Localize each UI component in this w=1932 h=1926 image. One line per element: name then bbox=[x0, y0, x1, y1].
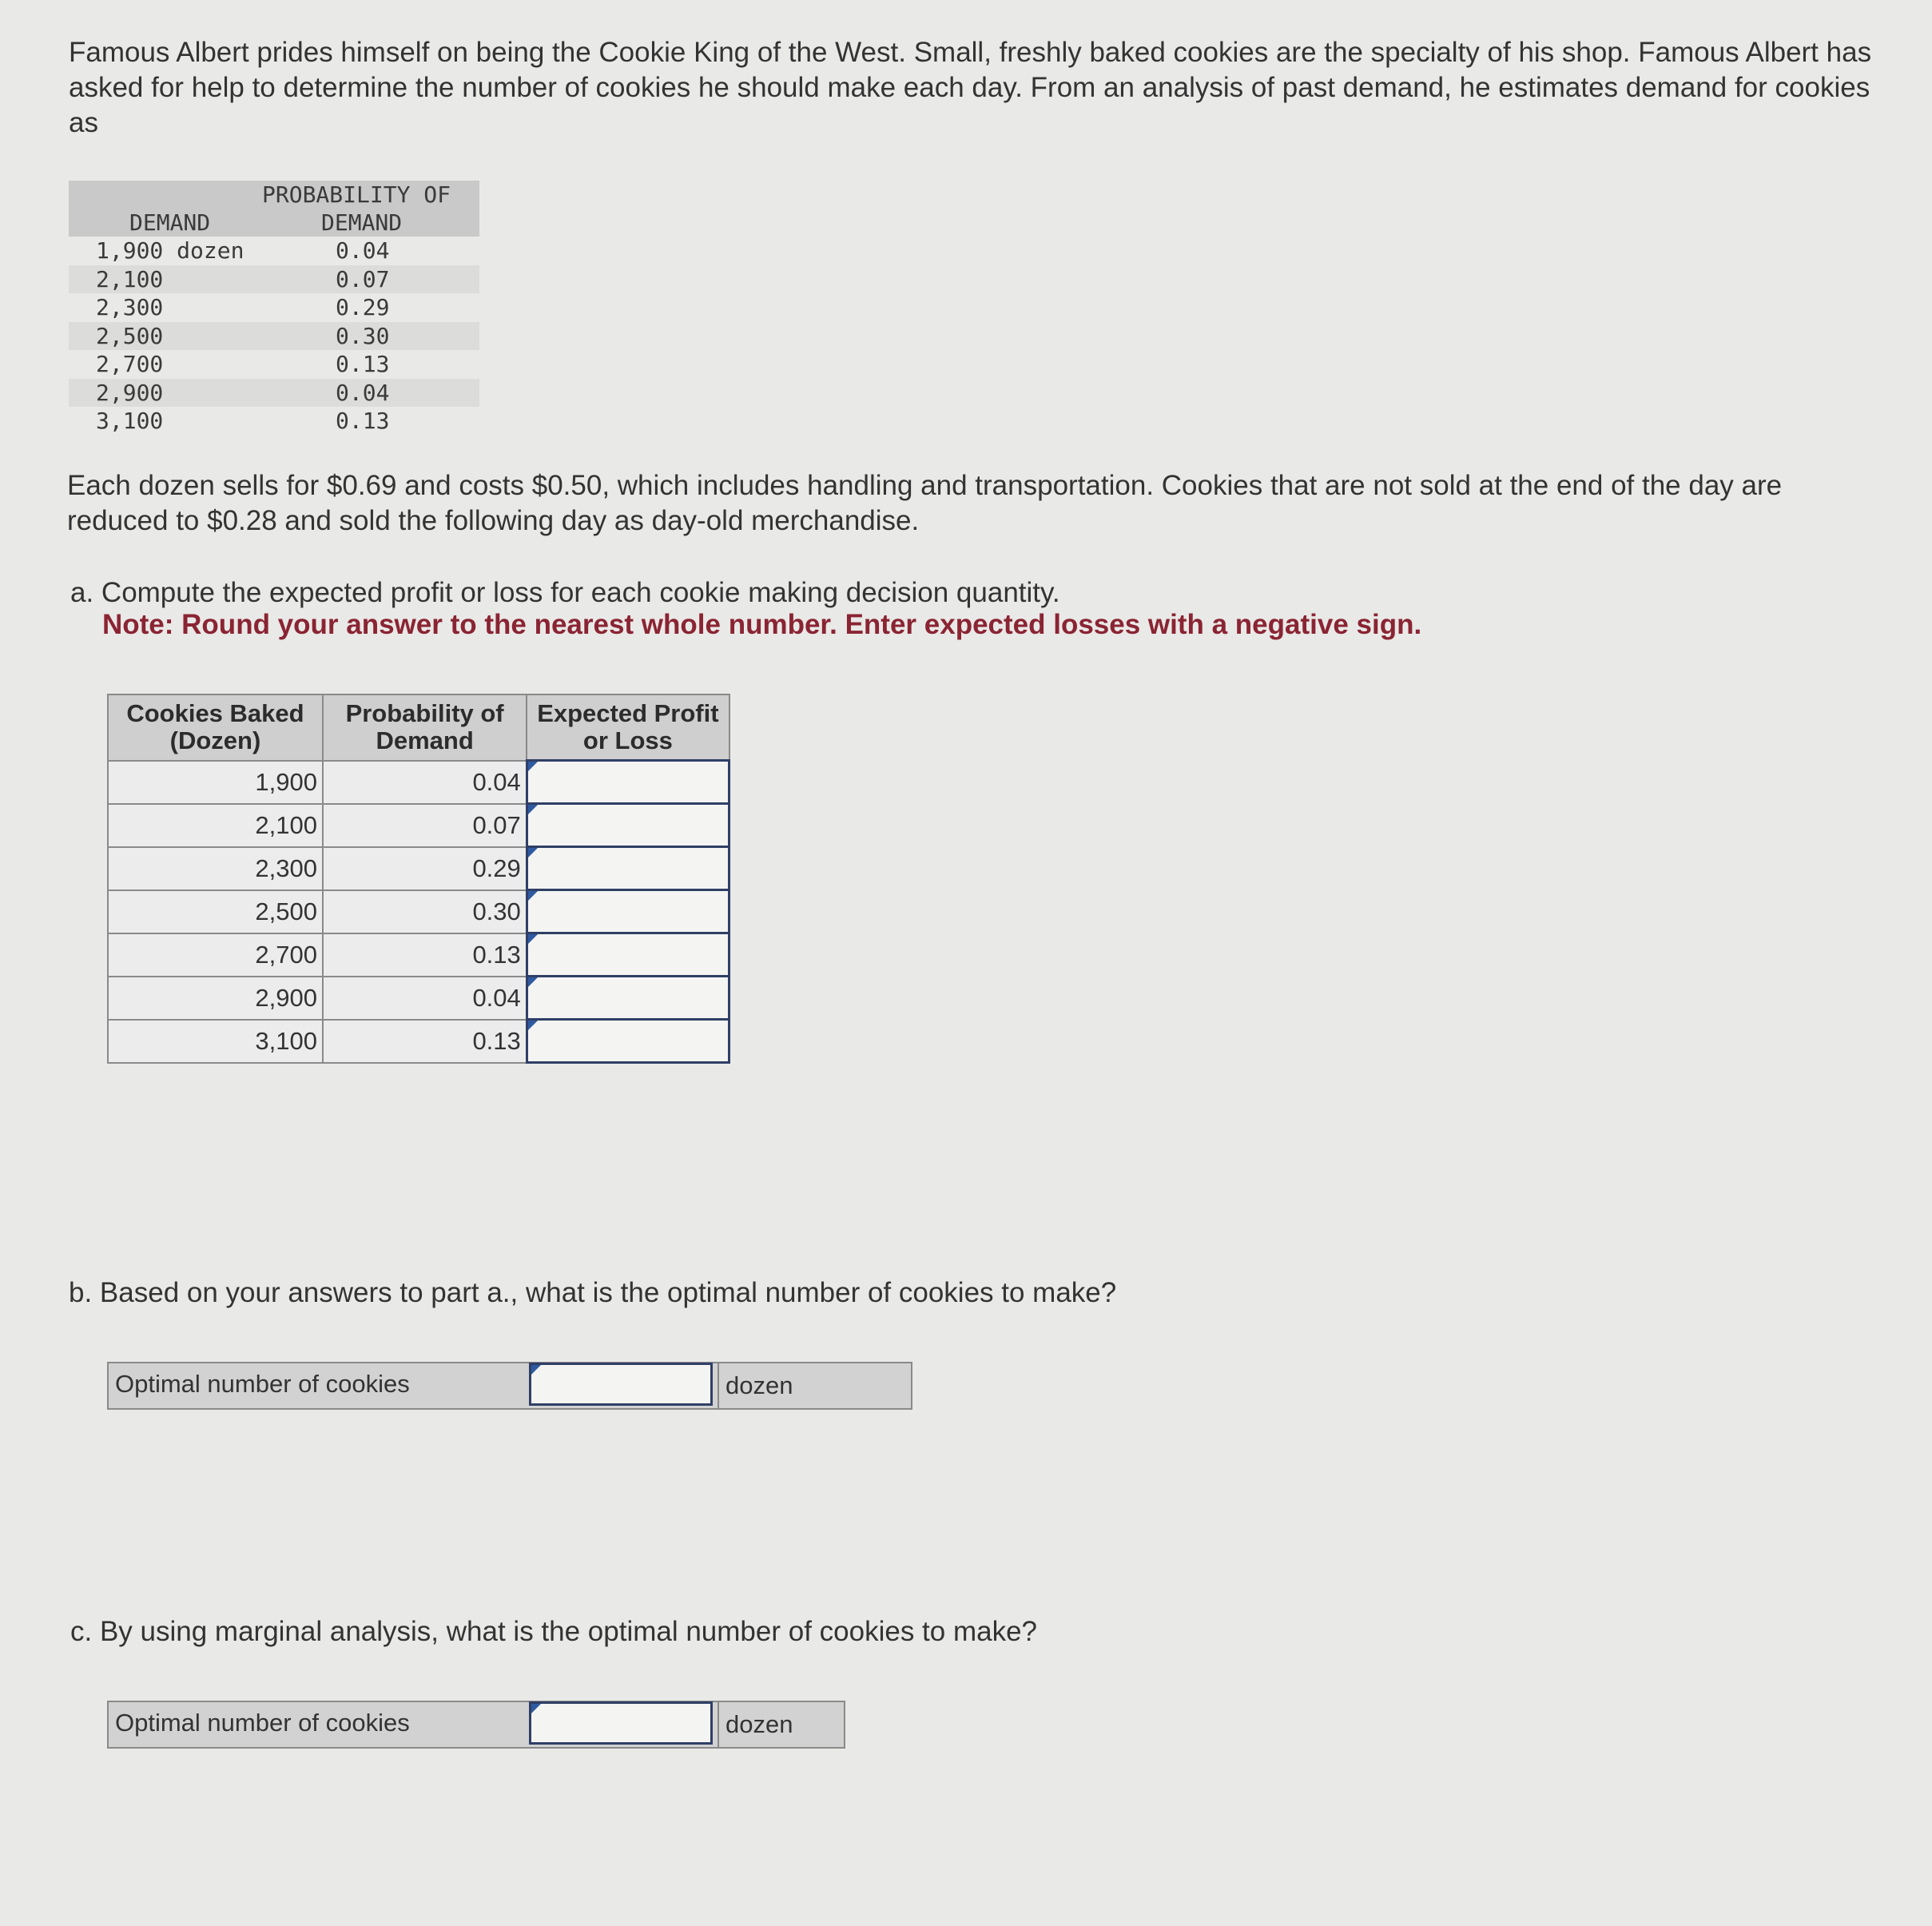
demand-value: 3,100 bbox=[96, 408, 164, 434]
prob-value: 0.13 bbox=[336, 351, 390, 377]
question-a-note: Note: Round your answer to the nearest whole number. Enter expected losses with a negative sign. bbox=[102, 609, 1422, 640]
table-row bbox=[108, 804, 729, 847]
baked-value: 2,300 bbox=[108, 847, 323, 890]
optimal-c-field bbox=[529, 1701, 713, 1745]
demand-value: 2,300 bbox=[96, 294, 164, 320]
input-flag-icon bbox=[528, 977, 538, 987]
question-b: b. Based on your answers to part a., what is the optimal number of cookies to make? bbox=[69, 1277, 1117, 1308]
unit-label: dozen bbox=[725, 1371, 793, 1399]
demand-value: 1,900 dozen bbox=[96, 237, 244, 264]
baked-value: 2,700 bbox=[108, 933, 323, 977]
expected-profit-input[interactable] bbox=[528, 848, 728, 889]
demand-table-header bbox=[69, 181, 479, 237]
input-flag-icon bbox=[528, 762, 538, 771]
expected-profit-input[interactable] bbox=[528, 891, 728, 932]
table-row bbox=[108, 977, 729, 1020]
divider bbox=[718, 1363, 719, 1408]
demand-value: 2,100 bbox=[96, 265, 164, 292]
expected-profit-cell bbox=[527, 761, 729, 804]
prob-value: 0.04 bbox=[336, 237, 390, 264]
demand-value: 2,900 bbox=[96, 379, 164, 406]
divider bbox=[718, 1702, 719, 1747]
optimal-label: Optimal number of cookies bbox=[115, 1370, 410, 1398]
input-flag-icon bbox=[531, 1704, 541, 1713]
expected-profit-input[interactable] bbox=[528, 805, 728, 846]
expected-profit-cell bbox=[527, 1020, 729, 1063]
table-row bbox=[108, 890, 729, 933]
optimal-cookies-c-row bbox=[107, 1701, 845, 1749]
optimal-b-field bbox=[529, 1363, 713, 1406]
input-flag-icon bbox=[528, 934, 538, 944]
baked-value: 2,100 bbox=[108, 804, 323, 847]
expected-profit-cell bbox=[527, 933, 729, 977]
header-prob-demand: DEMAND bbox=[321, 209, 403, 236]
expected-profit-cell bbox=[527, 847, 729, 890]
input-flag-icon bbox=[528, 891, 538, 901]
probability-value: 0.04 bbox=[323, 977, 527, 1020]
unit-label: dozen bbox=[725, 1710, 793, 1738]
optimal-label: Optimal number of cookies bbox=[115, 1709, 410, 1737]
optimal-b-input[interactable] bbox=[531, 1365, 714, 1405]
demand-row bbox=[69, 293, 479, 322]
baked-value: 3,100 bbox=[108, 1020, 323, 1063]
table-row bbox=[108, 933, 729, 977]
header-demand: DEMAND bbox=[129, 209, 211, 236]
prob-value: 0.04 bbox=[336, 379, 390, 406]
input-flag-icon bbox=[528, 848, 538, 858]
expected-profit-input[interactable] bbox=[528, 762, 728, 802]
question-a: a. Compute the expected profit or loss for each cookie making decision quantity. bbox=[70, 577, 1060, 608]
question-c: c. By using marginal analysis, what is the optimal number of cookies to make? bbox=[70, 1616, 1038, 1647]
demand-value: 2,700 bbox=[96, 351, 164, 377]
expected-profit-cell bbox=[527, 977, 729, 1020]
col-expected-profit: Expected Profit or Loss bbox=[527, 694, 729, 761]
optimal-c-input[interactable] bbox=[531, 1704, 714, 1744]
demand-row bbox=[69, 265, 479, 294]
expected-profit-cell bbox=[527, 890, 729, 933]
table-row bbox=[108, 1020, 729, 1063]
demand-row bbox=[69, 379, 479, 408]
demand-value: 2,500 bbox=[96, 322, 164, 349]
table-row bbox=[108, 761, 729, 804]
demand-row bbox=[69, 237, 479, 265]
expected-profit-cell bbox=[527, 804, 729, 847]
prob-value: 0.07 bbox=[336, 265, 390, 292]
expected-profit-table bbox=[107, 694, 730, 1064]
baked-value: 2,900 bbox=[108, 977, 323, 1020]
expected-profit-input[interactable] bbox=[528, 934, 728, 975]
probability-value: 0.29 bbox=[323, 847, 527, 890]
expected-profit-input[interactable] bbox=[528, 977, 728, 1018]
col-cookies-baked: Cookies Baked (Dozen) bbox=[108, 694, 323, 761]
table-row bbox=[108, 847, 729, 890]
demand-row bbox=[69, 350, 479, 379]
input-flag-icon bbox=[528, 1021, 538, 1030]
probability-value: 0.07 bbox=[323, 804, 527, 847]
probability-value: 0.13 bbox=[323, 933, 527, 977]
demand-row bbox=[69, 322, 479, 351]
prob-value: 0.13 bbox=[336, 408, 390, 434]
col-probability: Probability of Demand bbox=[323, 694, 527, 761]
prob-value: 0.30 bbox=[336, 322, 390, 349]
pricing-paragraph: Each dozen sells for $0.69 and costs $0.50, which includes handling and transportation. Cookies that are not sold at the end of the day are reduced to $0.28 and sold the following day as day-old merchandise. bbox=[67, 470, 1783, 536]
intro-paragraph: Famous Albert prides himself on being the Cookie King of the West. Small, freshly baked cookies are the specialty of his shop. Famous Albert has asked for help to determine the number of cookies he should make each day. From an analysis of past demand, he estimates demand for cookies as bbox=[69, 37, 1872, 138]
optimal-cookies-b-row bbox=[107, 1362, 912, 1410]
demand-row bbox=[69, 407, 479, 436]
probability-value: 0.13 bbox=[323, 1020, 527, 1063]
input-flag-icon bbox=[531, 1365, 541, 1375]
input-flag-icon bbox=[528, 805, 538, 814]
probability-value: 0.04 bbox=[323, 761, 527, 804]
demand-probability-table bbox=[69, 181, 479, 436]
prob-value: 0.29 bbox=[336, 294, 390, 320]
baked-value: 1,900 bbox=[108, 761, 323, 804]
probability-value: 0.30 bbox=[323, 890, 527, 933]
baked-value: 2,500 bbox=[108, 890, 323, 933]
header-probability-of: PROBABILITY OF bbox=[262, 181, 451, 208]
expected-profit-input[interactable] bbox=[528, 1021, 728, 1061]
